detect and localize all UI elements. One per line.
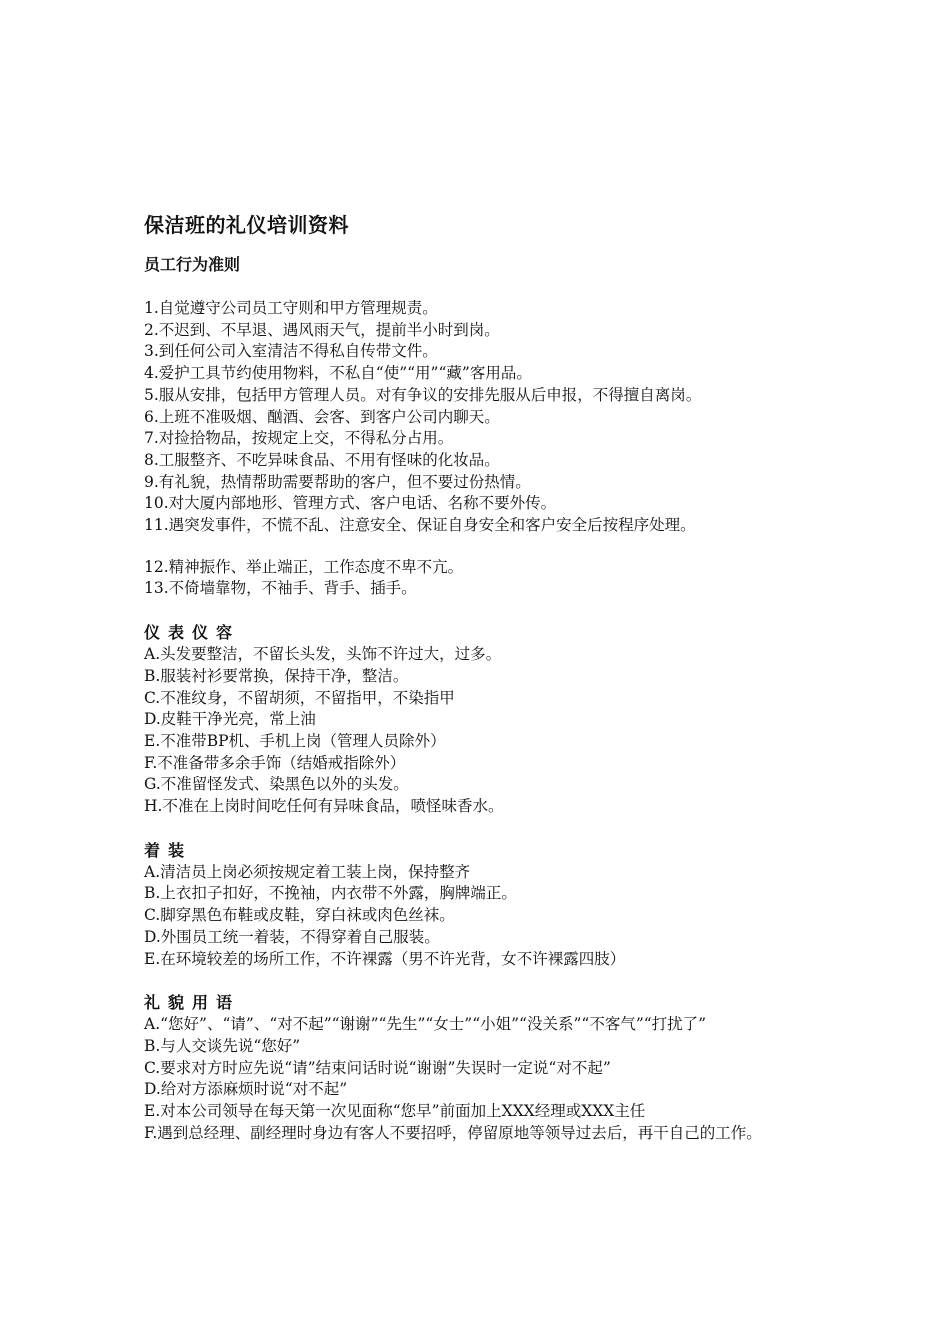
list-item: 1.自觉遵守公司员工守则和甲方管理规责。	[144, 299, 438, 317]
list-item: D.皮鞋干净光亮，常上油	[144, 710, 316, 729]
conduct-list	[144, 298, 844, 537]
list-item: E.对本公司领导在每天第一次见面称“您早”前面加上XXX经理或XXX主任	[144, 1102, 646, 1121]
section-heading-conduct: 员工行为准则	[144, 255, 241, 274]
list-item: 2.不迟到、不早退、遇风雨天气，提前半小时到岗。	[144, 320, 500, 339]
list-item: D.给对方添麻烦时说“对不起”	[144, 1080, 348, 1099]
list-item: F.遇到总经理、副经理时身边有客人不要招呼，停留原地等领导过去后，再干自己的工作。	[144, 1123, 762, 1142]
list-item: 5.服从安排，包括甲方管理人员。对有争议的安排先服从后申报，不得擅自离岗。	[144, 385, 702, 404]
list-item: F.不准备带多余手饰（结婚戒指除外）	[144, 753, 406, 772]
list-item: C.不准纹身，不留胡须，不留指甲，不染指甲	[144, 688, 455, 707]
list-item: D.外围员工统一着装，不得穿着自己服装。	[144, 927, 440, 946]
list-item: 13.不倚墙靠物，不袖手、背手、插手。	[144, 579, 417, 598]
list-item: 11.遇突发事件，不慌不乱、注意安全、保证自身安全和客户安全后按程序处理。	[144, 516, 696, 535]
list-item: C.脚穿黑色布鞋或皮鞋，穿白袜或肉色丝袜。	[144, 906, 455, 925]
list-item: C.要求对方时应先说“请”结束问话时说“谢谢”失误时一定说“对不起”	[144, 1058, 611, 1077]
spacer	[144, 600, 844, 622]
list-item: 10.对大厦内部地形、管理方式、客户电话、名称不要外传。	[144, 494, 557, 513]
list-item: A.头发要整洁，不留长头发，头饰不许过大，过多。	[144, 645, 502, 664]
list-item: 12.精神振作、举止端正，工作态度不卑不亢。	[144, 557, 464, 576]
attire-list	[144, 862, 844, 971]
conduct-list-extra	[144, 557, 844, 600]
appearance-list	[144, 644, 844, 818]
section-heading-language: 礼貌用语	[144, 993, 241, 1013]
language-list	[144, 1014, 844, 1144]
list-item: 4.爱护工具节约使用物料，不私自“使”“用”“藏”客用品。	[144, 364, 532, 383]
spacer	[144, 537, 844, 557]
spacer	[144, 276, 844, 298]
document-title: 保洁班的礼仪培训资料	[144, 213, 349, 237]
list-item: 9.有礼貌，热情帮助需要帮助的客户，但不要过份热情。	[144, 472, 531, 491]
section-heading-attire: 着装	[144, 840, 193, 860]
list-item: A.“您好”、“请”、“对不起”“谢谢”“先生”“女士”“小姐”“没关系”“不客气”“打扰了”	[144, 1015, 707, 1034]
list-item: 8.工服整齐、不吃异味食品、不用有怪味的化妆品。	[144, 450, 500, 469]
list-item: 3.到任何公司入室清洁不得私自传带文件。	[144, 342, 438, 361]
spacer	[144, 818, 844, 840]
list-item: 6.上班不准吸烟、酗酒、会客、到客户公司内聊天。	[144, 407, 500, 426]
list-item: B.服装衬衫要常换，保持干净，整洁。	[144, 666, 409, 685]
section-heading-appearance: 仪表仪容	[144, 623, 241, 643]
list-item: E.在环境较差的场所工作，不许裸露（男不许光背，女不许裸露四肢）	[144, 949, 626, 968]
list-item: E.不准带BP机、手机上岗（管理人员除外）	[144, 731, 446, 750]
document-page	[144, 208, 844, 1145]
list-item: G.不准留怪发式、染黑色以外的头发。	[144, 775, 409, 794]
list-item: H.不准在上岗时间吃任何有异味食品，喷怪味香水。	[144, 797, 504, 816]
list-item: A.清洁员上岗必须按规定着工装上岗，保持整齐	[144, 862, 471, 881]
spacer	[144, 970, 844, 992]
list-item: 7.对捡拾物品，按规定上交，不得私分占用。	[144, 429, 454, 448]
list-item: B.与人交谈先说“您好”	[144, 1036, 301, 1055]
list-item: B.上衣扣子扣好，不挽袖，内衣带不外露，胸牌端正。	[144, 884, 517, 903]
